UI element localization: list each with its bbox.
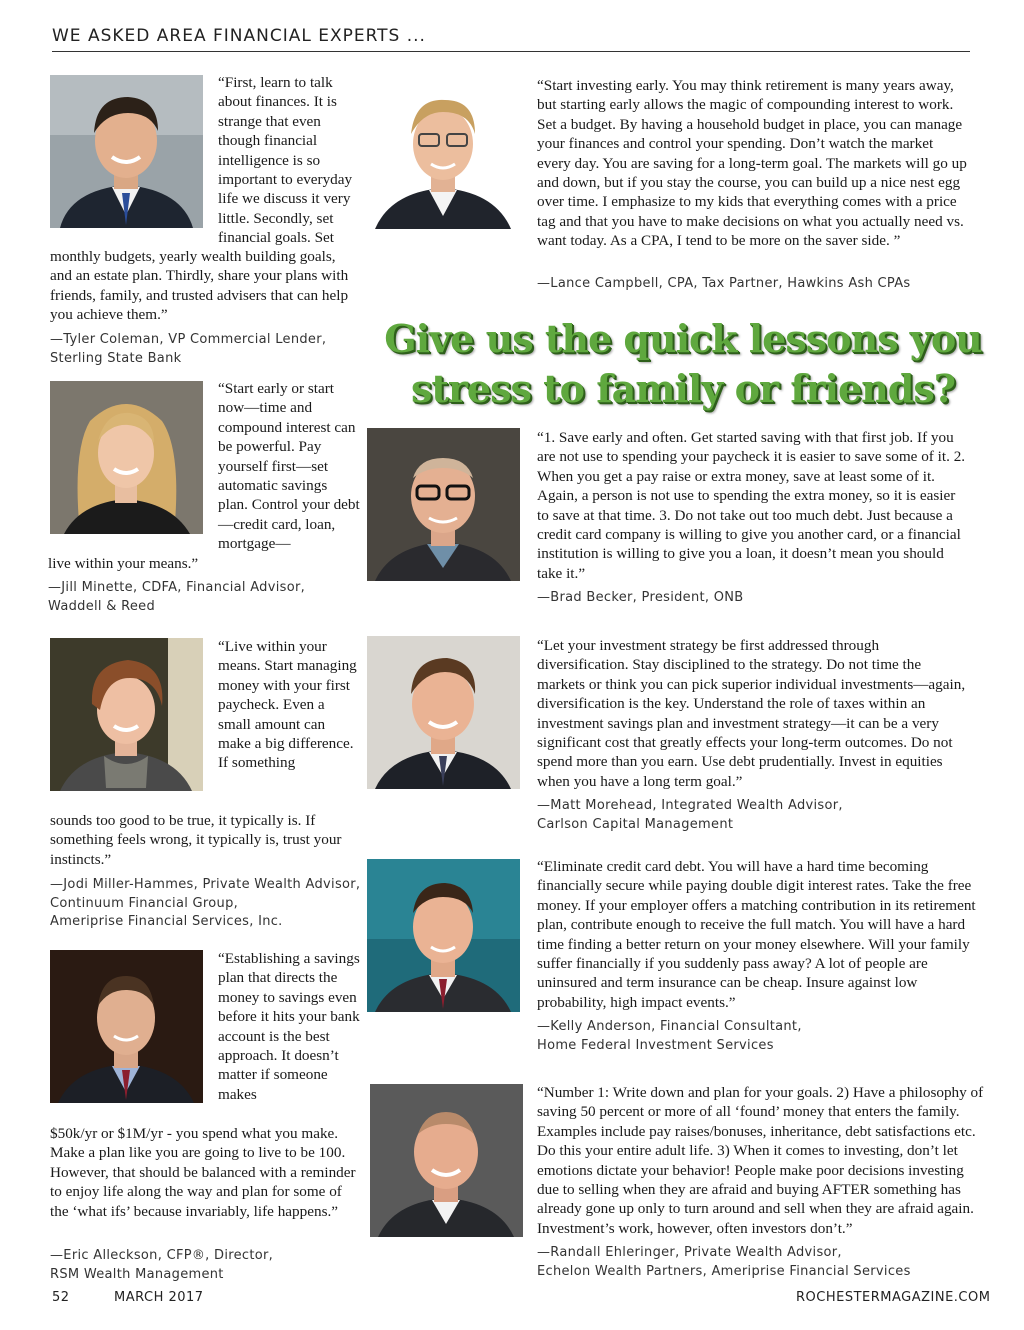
website-url: ROCHESTERMAGAZINE.COM [796, 1290, 991, 1305]
expert-quote-continued-eric-alleckson: $50k/yr or $1M/yr - you spend what you make. Make a plan like you are going to live to be 100. However, that should be balanced with a reminder to enjoy life along the way and plan for some of the ‘what ifs’ because invariably, life happens.” [50, 1125, 356, 1220]
portrait-photo-tyler-coleman [50, 75, 203, 228]
portrait-photo-randall-ehleringer [370, 1084, 523, 1237]
expert-attribution-lance-campbell [537, 275, 967, 294]
page-number: 52 [52, 1290, 70, 1305]
portrait-photo-eric-alleckson [50, 950, 203, 1103]
expert-attribution-brad-becker [537, 589, 967, 608]
expert-quote-continued-tyler-coleman: monthly budgets, yearly wealth building goals, and an estate plan. Thirdly, share your plans with friends, family, and trusted advisers that can help you achieve them.” [50, 248, 349, 324]
portrait-photo-jill-minette [50, 381, 203, 534]
attribution-line: —Jodi Miller-Hammes, Private Wealth Advisor, [50, 877, 361, 892]
headline-line: Give us the quick lessons you [384, 316, 982, 361]
attribution-line: Carlson Capital Management [537, 816, 734, 832]
expert-attribution-kelly-anderson [537, 1018, 967, 1055]
expert-quote-continued-jill-minette: live within your means.” [48, 555, 199, 572]
expert-quote-tyler-coleman: “First, learn to talk about finances. It is strange that even though financial intelligence is so important to everyday life we discuss it very little. Secondly, set financial goals. Set [218, 74, 353, 247]
portrait-photo-lance-campbell [367, 76, 520, 229]
expert-attribution-randall-ehleringer [537, 1244, 987, 1281]
section-title: WE ASKED AREA FINANCIAL EXPERTS ... [52, 26, 426, 46]
attribution-line: Ameriprise Financial Services, Inc. [50, 914, 283, 929]
portrait-photo-kelly-anderson [367, 859, 520, 1012]
attribution-line: Sterling State Bank [50, 350, 182, 366]
attribution-line: —Jill Minette, CDFA, Financial Advisor, [48, 580, 306, 595]
attribution-line: —Brad Becker, President, ONB [537, 590, 744, 605]
expert-quote-matt-morehead: “Let your investment strategy be first addressed through diversification. Stay disciplined to the strategy. Do not time the markets or think you can pick superior individual investments—again, diversification is the key. Understand the role of taxes within an investment savings plan and investment strategy—it can be a very significant cost that greatly effects your long-term outcomes. Do not spend more than you earn. Use debt prudentially. Invest in equities when you have a long term goal.” [537, 637, 966, 790]
attribution-line: RSM Wealth Management [50, 1266, 224, 1282]
attribution-line: —Lance Campbell, CPA, Tax Partner, Hawkins Ash CPAs [537, 276, 911, 291]
section-header [52, 26, 970, 52]
attribution-line: Continuum Financial Group, [50, 895, 239, 911]
attribution-line: —Randall Ehleringer, Private Wealth Advisor, [537, 1245, 842, 1260]
headline-line: stress to family or friends? [410, 366, 956, 411]
expert-quote-kelly-anderson: “Eliminate credit card debt. You will have a hard time becoming financially secure while paying double digit interest rates. Take the free money. If your employer offers a matching contribution in its retirement plan, contribute enough to receive the full match. You will have a hard time finding a better return on your money elsewhere. Will your family suffer financially if you suddenly pass away? A lot of people are uninsured and term insurance can be cheap. Insure against low probability, high impact events.” [537, 858, 976, 1011]
expert-quote-jodi-miller-hammes: “Live within your means. Start managing money with your first paycheck. Even a small amount can make a big difference. If something [218, 638, 357, 772]
attribution-line: —Eric Alleckson, CFP®, Director, [50, 1248, 274, 1263]
expert-attribution-eric-alleckson [50, 1247, 360, 1284]
expert-quote-eric-alleckson: “Establishing a savings plan that directs the money to savings even before it hits your bank account is the best approach. It doesn’t matter if someone makes [218, 950, 360, 1103]
issue-date: MARCH 2017 [114, 1290, 204, 1305]
expert-quote-brad-becker: “1. Save early and often. Get started saving with that first job. If you are not use to spending your paycheck it is easier to save some of it. 2. When you get a pay raise or extra money, save at least some of it. Again, a person is not use to spending the extra money, so it is easier to save at that time. 3. Do not take out too much debt. Just because a credit card company is willing to give you another card, or a financial institution is willing to give you a loan, it doesn’t mean you should take it.” [537, 429, 966, 582]
expert-attribution-tyler-coleman [50, 331, 360, 368]
attribution-line: —Kelly Anderson, Financial Consultant, [537, 1019, 802, 1034]
portrait-photo-jodi-miller-hammes [50, 638, 203, 791]
portrait-photo-brad-becker [367, 428, 520, 581]
portrait-photo-matt-morehead [367, 636, 520, 789]
expert-quote-continued-jodi-miller-hammes: sounds too good to be true, it typically is. If something feels wrong, it typically is, trust your instincts.” [50, 812, 342, 868]
expert-attribution-jodi-miller-hammes [50, 876, 370, 932]
attribution-line: Echelon Wealth Partners, Ameriprise Financial Services [537, 1263, 911, 1279]
attribution-line: Waddell & Reed [48, 598, 156, 614]
expert-quote-jill-minette: “Start early or start now—time and compound interest can be powerful. Pay yourself first—set automatic savings plan. Control your debt—credit card, loan, mortgage— [218, 380, 360, 553]
attribution-line: —Matt Morehead, Integrated Wealth Advisor, [537, 798, 843, 813]
expert-quote-lance-campbell: “Start investing early. You may think retirement is many years away, but starting early allows the magic of compounding interest to work. Set a budget. By having a household budget in place, you can manage your finances and control your spending. Don’t watch the market every day. You are saving for a long-term goal. The markets will go up and down, but if you stay the course, you can build up a nice nest egg over time. I emphasize to my kids that everything comes with a price tag and that you have to make decisions on what you actually need vs. want today. As a CPA, I tend to be more on the saver side. ” [537, 77, 967, 250]
expert-attribution-jill-minette [48, 579, 358, 616]
expert-quote-randall-ehleringer: “Number 1: Write down and plan for your goals. 2) Have a philosophy of saving 50 percent or more of all ‘found’ money that enters the family. Examples include pay raises/bonuses, inheritance, debt satisfactions etc. Do this your entire adult life. 3) When it comes to investing, don’t let emotions dictate your behavior! People make poor decisions investing due to selling when they are afraid and buying AFTER something has already gone up only to turn around and sell when they are afraid again. Investment’s work, however, often investors don’t.” [537, 1084, 984, 1237]
attribution-line: Home Federal Investment Services [537, 1037, 774, 1053]
feature-headline [378, 314, 988, 414]
attribution-line: —Tyler Coleman, VP Commercial Lender, [50, 332, 327, 347]
expert-attribution-matt-morehead [537, 797, 967, 834]
